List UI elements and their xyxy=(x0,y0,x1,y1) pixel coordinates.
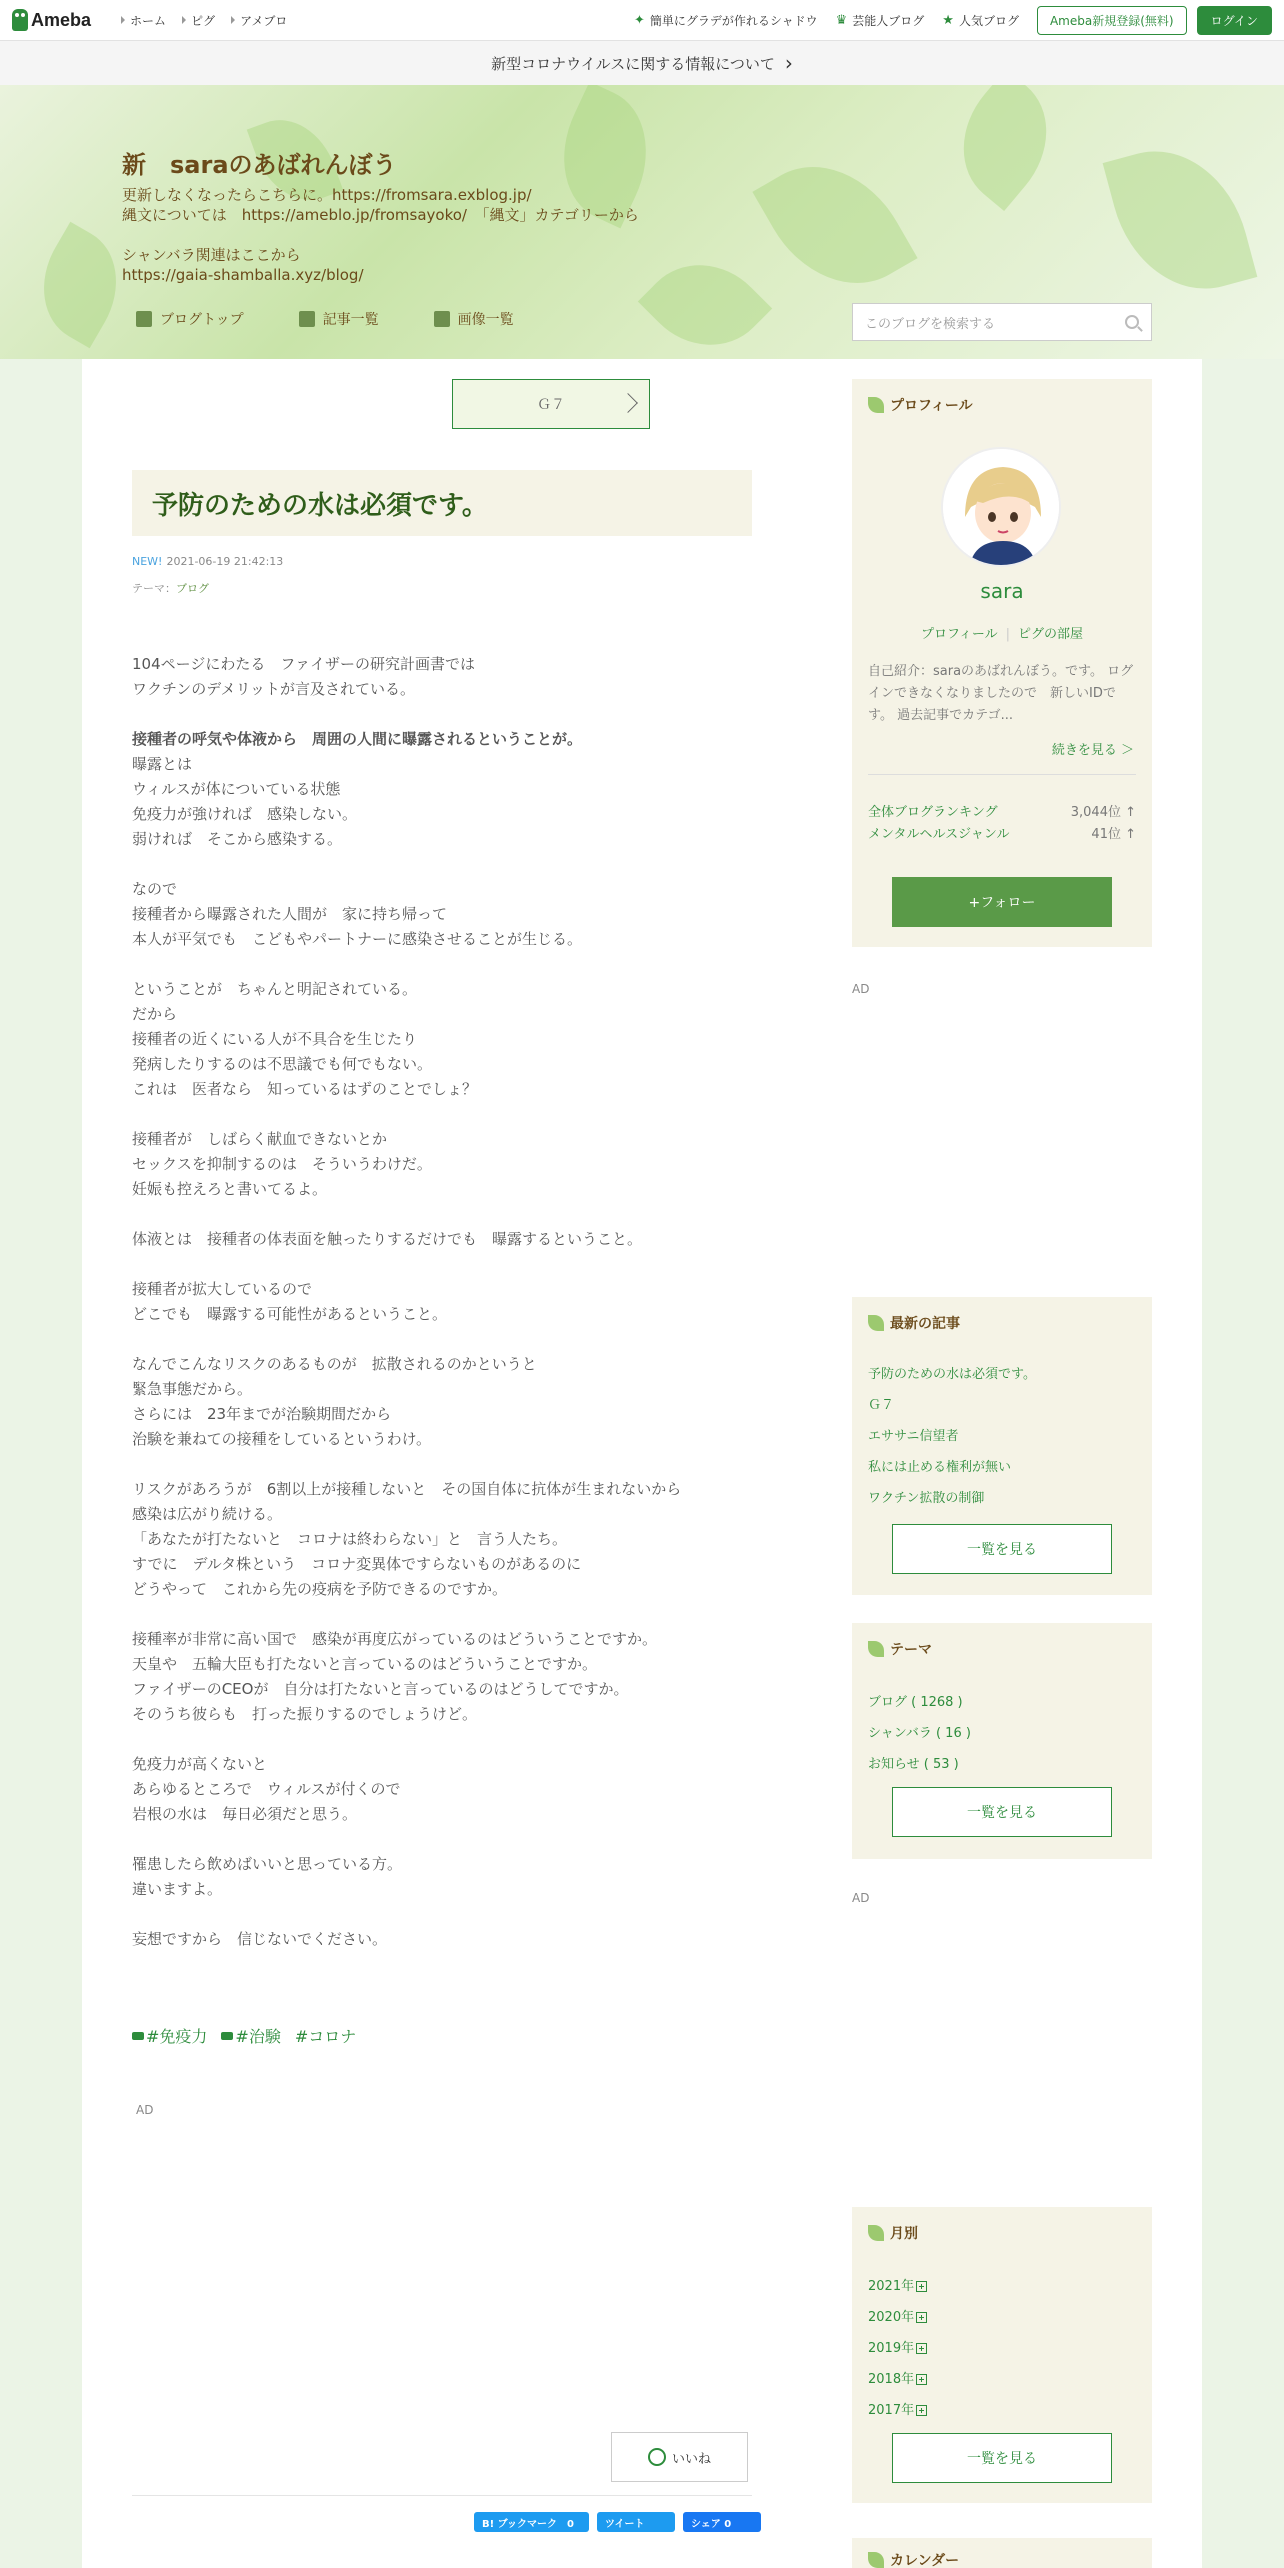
recent-article-link[interactable]: ワクチン拡散の制御 xyxy=(868,1491,985,1506)
article-line: 感染は広がり続ける。 xyxy=(132,1505,283,1523)
nav-blog-top[interactable]: ブログトップ xyxy=(136,309,244,329)
article-line: これは 医者なら 知っているはずのことでしょ？ xyxy=(132,1080,478,1098)
article-line: 妄想ですから 信じないでください。 xyxy=(132,1930,388,1948)
article-line: どうやって これから先の疫病を予防できるのですか。 xyxy=(132,1580,508,1598)
sparkle-icon: ✦ xyxy=(633,12,645,28)
article-line: 罹患したら飲めばいいと思っている方。 xyxy=(132,1855,403,1873)
blog-title[interactable]: 新 saraのあばれんぼう xyxy=(122,151,397,179)
leaf-icon xyxy=(868,2552,884,2568)
article-line: さらには 23年までが治験期間だから xyxy=(132,1405,392,1423)
article-line: リスクがあろうが 6割以上が接種しないと その国自体に抗体が生まれないから xyxy=(132,1480,682,1498)
expand-icon[interactable] xyxy=(916,2374,927,2385)
theme-link[interactable]: シャンバラ ( 16 ) xyxy=(868,1726,971,1741)
triangle-icon xyxy=(182,16,186,24)
follow-button[interactable]: +フォロー xyxy=(892,877,1112,927)
monthly-list-button[interactable]: 一覧を見る xyxy=(892,2433,1112,2483)
register-button[interactable]: Ameba新規登録(無料) xyxy=(1037,6,1187,35)
article-line: 接種者の呼気や体液から 周囲の人間に曝露されるということが。 xyxy=(132,730,583,748)
article-line: あらゆるところで ウィルスが付くので xyxy=(132,1780,401,1798)
covid-notice-link[interactable]: 新型コロナウイルスに関する情報について › xyxy=(0,41,1284,85)
popular-blog-link[interactable]: ★ 人気ブログ xyxy=(942,12,1019,28)
tag-icon xyxy=(132,2032,144,2040)
article-line: 曝露とは xyxy=(132,755,193,773)
like-button[interactable]: いいね xyxy=(611,2432,748,2482)
recent-article-link[interactable]: 私には止める権利が無い xyxy=(868,1460,1012,1475)
nav-home[interactable]: ホーム xyxy=(121,12,166,29)
article-line: ファイザーのCEOが 自分は打たないと言っているのはどうしてですか。 xyxy=(132,1680,629,1698)
article-line: 104ページにわたる ファイザーの研究計画書では xyxy=(132,655,476,673)
chevron-right-icon xyxy=(618,393,638,413)
monthly-heading: 月別 xyxy=(890,2226,918,2242)
triangle-icon xyxy=(231,16,235,24)
article-line: 接種率が非常に高い国で 感染が再度広がっているのはどういうことですか。 xyxy=(132,1630,658,1648)
article-body xyxy=(132,652,752,1952)
tag-icon xyxy=(221,2032,233,2040)
hashtag[interactable]: #免疫力 xyxy=(132,2024,207,2047)
nav-pigg[interactable]: ピグ xyxy=(182,12,215,29)
article-line: 違いますよ。 xyxy=(132,1880,223,1898)
article-line: そのうち彼らも 打った振りするのでしょうけど。 xyxy=(132,1705,478,1723)
article-title[interactable]: 予防のための水は必須です。 xyxy=(152,490,488,521)
article-line: だから xyxy=(132,1005,178,1023)
article-line xyxy=(132,852,752,877)
article-line xyxy=(132,1102,752,1127)
article-line xyxy=(132,1827,752,1852)
top-navbar xyxy=(0,0,1284,41)
article-line: なんでこんなリスクのあるものが 拡散されるのかというと xyxy=(132,1355,537,1373)
smile-icon xyxy=(648,2448,666,2466)
leaf-icon xyxy=(868,2225,884,2241)
theme-link[interactable]: お知らせ ( 53 ) xyxy=(868,1757,959,1772)
leaf-decoration xyxy=(752,137,917,313)
facebook-share-button[interactable]: シェア 0 xyxy=(683,2512,761,2532)
article-line xyxy=(132,1902,752,1927)
article-line: ワクチンのデメリットが言及されている。 xyxy=(132,680,416,698)
article-line xyxy=(132,1327,752,1352)
article-line: ウィルスが体についている状態 xyxy=(132,780,341,798)
month-link[interactable]: 2017年 xyxy=(868,2399,927,2418)
ad-label: AD xyxy=(852,1891,870,1905)
article-title-box xyxy=(132,470,752,536)
ad-label: AD xyxy=(136,2103,154,2117)
month-link[interactable]: 2018年 xyxy=(868,2368,927,2387)
nav-article-list[interactable]: 記事一覧 xyxy=(299,309,379,329)
article-line: 弱ければ そこから感染する。 xyxy=(132,830,343,848)
article-line: すでに デルタ株という コロナ変異体ですらないものがあるのに xyxy=(132,1555,582,1573)
theme-link[interactable]: ブログ xyxy=(176,582,209,595)
login-button[interactable]: ログイン xyxy=(1197,6,1272,35)
monthly-card xyxy=(852,2207,1152,2503)
search-icon[interactable] xyxy=(1125,315,1139,329)
article-line xyxy=(132,1602,752,1627)
article-line: 緊急事態だから。 xyxy=(132,1380,253,1398)
nav-image-list[interactable]: 画像一覧 xyxy=(434,309,514,329)
article-line xyxy=(132,1252,752,1277)
document-icon xyxy=(136,311,152,327)
article-line: 体液とは 接種者の体表面を触ったりするだけでも 曝露するということ。 xyxy=(132,1230,643,1248)
month-link[interactable]: 2019年 xyxy=(868,2337,927,2356)
hatena-bookmark-button[interactable]: B! ブックマーク 0 xyxy=(474,2512,589,2532)
blog-nav xyxy=(136,309,514,329)
recent-articles-card xyxy=(852,1297,1152,1595)
article-line: 免疫力が強ければ 感染しない。 xyxy=(132,805,358,823)
article-line: 岩根の水は 毎日必須だと思う。 xyxy=(132,1805,358,1823)
triangle-icon xyxy=(121,16,125,24)
leaf-icon xyxy=(868,1641,884,1657)
crown-icon: ♛ xyxy=(835,12,848,28)
leaf-decoration xyxy=(638,238,772,359)
article-line: 発病したりするのは不思議でも何でもない。 xyxy=(132,1055,433,1073)
article-line: なので xyxy=(132,880,178,898)
hashtag[interactable]: #コロナ xyxy=(294,2027,357,2046)
theme-card xyxy=(852,1623,1152,1859)
article-line: 治験を兼ねての接種をしているというわけ。 xyxy=(132,1430,432,1448)
divider xyxy=(868,774,1136,775)
nav-ameblo[interactable]: アメブロ xyxy=(231,12,287,29)
recent-heading: 最新の記事 xyxy=(890,1316,960,1332)
article-line: どこでも 曝露する可能性があるということ。 xyxy=(132,1305,448,1323)
profile-link[interactable]: プロフィール xyxy=(920,627,998,642)
month-link[interactable]: 2021年 xyxy=(868,2275,927,2294)
leaf-icon xyxy=(868,1315,884,1331)
blog-header xyxy=(0,85,1284,359)
article-line: 接種者から曝露された人間が 家に持ち帰って xyxy=(132,905,448,923)
article-meta xyxy=(132,555,283,568)
expand-icon[interactable] xyxy=(916,2312,927,2323)
article-line: 接種者が拡大しているので xyxy=(132,1280,313,1298)
hashtag-list xyxy=(132,2024,356,2047)
chevron-right-icon: › xyxy=(784,51,793,75)
article-line: 「あなたが打たないと コロナは終わらない」と 言う人たち。 xyxy=(132,1530,568,1548)
divider xyxy=(132,2495,752,2496)
prev-article-button[interactable]: Ｇ７ xyxy=(452,379,650,429)
leaf-decoration xyxy=(1103,132,1258,308)
frog-icon xyxy=(12,9,28,31)
overall-ranking[interactable]: 全体ブログランキング 3,044位 ↑ xyxy=(868,805,1136,820)
ameba-logo[interactable]: Ameba xyxy=(12,9,91,31)
camera-icon xyxy=(434,311,450,327)
share-buttons xyxy=(474,2512,761,2532)
promo-shadow-link[interactable]: ✦ 簡単にグラデが作れるシャドウ xyxy=(633,12,818,28)
star-icon: ★ xyxy=(942,12,954,28)
theme-heading: テーマ xyxy=(890,1642,932,1658)
profile-name[interactable]: sara xyxy=(980,579,1024,603)
article-line: セックスを抑制するのは そういうわけだ。 xyxy=(132,1155,432,1173)
recent-article-link[interactable]: エササニ信望者 xyxy=(868,1429,959,1444)
leaf-decoration xyxy=(935,85,1075,211)
article-line: 免疫力が高くないと xyxy=(132,1755,268,1773)
recent-list-button[interactable]: 一覧を見る xyxy=(892,1524,1112,1574)
celebrity-blog-link[interactable]: ♛ 芸能人ブログ xyxy=(835,12,925,28)
new-badge: NEW! xyxy=(132,555,163,568)
article-line: 接種者が しばらく献血できないとか xyxy=(132,1130,388,1148)
avatar[interactable] xyxy=(941,447,1061,567)
article-line: 天皇や 五輪大臣も打たないと言っているのはどういうことですか。 xyxy=(132,1655,598,1673)
calendar-heading: カレンダー xyxy=(890,2553,960,2568)
leaf-icon xyxy=(868,397,884,413)
expand-icon[interactable] xyxy=(916,2281,927,2292)
profile-intro: 自己紹介：saraのあばれんぼう。です。 ログインできなくなりましたので 新しいIDです。 過去記事でカテゴ... xyxy=(868,664,1134,723)
article-line: ということが ちゃんと明記されている。 xyxy=(132,980,418,998)
article-line xyxy=(132,952,752,977)
theme-link[interactable]: ブログ ( 1268 ) xyxy=(868,1695,963,1710)
ad-label: AD xyxy=(852,982,870,996)
article-line: 妊娠も控えろと書いてるよ。 xyxy=(132,1180,328,1198)
article-line xyxy=(132,702,752,727)
article-date: 2021-06-19 21:42:13 xyxy=(166,555,284,568)
article-theme: テーマ：ブログ xyxy=(132,582,209,595)
article-line xyxy=(132,1452,752,1477)
pigg-room-link[interactable]: ピグの部屋 xyxy=(1018,627,1084,642)
profile-heading: プロフィール xyxy=(890,398,973,414)
read-more-link[interactable]: 続きを見る ＞ xyxy=(1051,743,1134,758)
calendar-card xyxy=(852,2538,1152,2568)
copy-icon xyxy=(299,311,315,327)
profile-card: プロフィール sara プロフィール | ピグの部屋 自己紹介：saraのあばれんぼう。です。 ログインできなくなりましたので 新しいIDです。 過去記事でカテゴ... 続きを見る ＞ 全体ブログランキング 3,044位 ↑ メンタルヘルスジャンル 41位 ↑ +フォロー xyxy=(852,379,1152,947)
month-link[interactable]: 2020年 xyxy=(868,2306,927,2325)
article-line: 本人が平気でも こどもやパートナーに感染させることが生じる。 xyxy=(132,930,583,948)
article-line xyxy=(132,1727,752,1752)
blog-description: 更新しなくなったらこちらに。https://fromsara.exblog.jp/ 縄文については https://ameblo.jp/fromsayoko/ 「縄文」カテゴリーから シャンバラ関連はここから https://gaia-shamballa.xyz/blog/ xyxy=(122,186,639,284)
expand-icon[interactable] xyxy=(916,2405,927,2416)
tweet-button[interactable]: ツイート xyxy=(597,2512,675,2532)
article-line: 接種者の近くにいる人が不具合を生じたり xyxy=(132,1030,418,1048)
blog-search-input[interactable]: このブログを検索する xyxy=(852,303,1152,341)
hashtag[interactable]: #治験 xyxy=(221,2024,280,2047)
expand-icon[interactable] xyxy=(916,2343,927,2354)
recent-article-link[interactable]: 予防のための水は必須です。 xyxy=(868,1367,1036,1382)
article-line xyxy=(132,1202,752,1227)
genre-ranking[interactable]: メンタルヘルスジャンル 41位 ↑ xyxy=(868,827,1136,842)
theme-list-button[interactable]: 一覧を見る xyxy=(892,1787,1112,1837)
recent-article-link[interactable]: Ｇ７ xyxy=(868,1398,895,1413)
